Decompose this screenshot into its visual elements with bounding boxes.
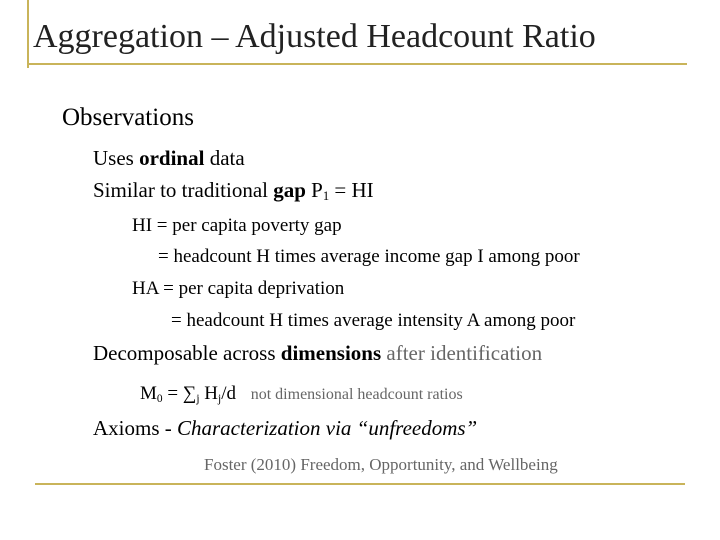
bullet-axioms (93, 416, 477, 441)
formula-j-sub: j (196, 392, 200, 405)
bullet-ordinal-bold: ordinal (139, 146, 205, 170)
title-underline-rule (27, 63, 687, 65)
bullet-gap-pre: Similar to traditional (93, 178, 274, 202)
bullet-gap-post: = HI (329, 178, 374, 202)
formula-note: not dimensional headcount ratios (250, 386, 463, 403)
bullet-decomposable (93, 341, 542, 366)
bullet-gap-bold: gap (273, 178, 306, 202)
formula-m-sub: 0 (156, 392, 163, 405)
formula-m: M (140, 383, 157, 404)
bullet-axioms-pre: Axioms - (93, 416, 177, 440)
formula-h: H (199, 383, 219, 404)
observations-heading: Observations (62, 104, 194, 131)
m0-formula (140, 383, 463, 405)
hi-definition: HI = per capita poverty gap (132, 215, 342, 236)
formula-h-sub: j (218, 392, 222, 405)
bullet-ordinal-data (93, 146, 245, 171)
footer-rule (35, 483, 685, 485)
title-vertical-rule (27, 0, 29, 68)
formula-post: /d (221, 383, 236, 404)
bullet-gap-sub: 1 (322, 189, 330, 204)
slide-title: Aggregation – Adjusted Headcount Ratio (33, 18, 596, 55)
bullet-gap-p: P (305, 178, 323, 202)
bullet-decomp-bold: dimensions (280, 341, 382, 365)
citation: Foster (2010) Freedom, Opportunity, and Wellbeing (204, 455, 558, 474)
bullet-gap-similarity (93, 178, 374, 204)
bullet-axioms-italic: Characterization via “unfreedoms” (177, 416, 478, 440)
bullet-ordinal-pre: Uses (93, 146, 140, 170)
ha-definition-cont: = headcount H times average intensity A among poor (171, 310, 576, 331)
ha-definition: HA = per capita deprivation (132, 278, 345, 299)
bullet-decomp-post: after identification (381, 341, 543, 365)
hi-definition-cont: = headcount H times average income gap I among poor (158, 246, 580, 267)
formula-eq: = ∑ (162, 383, 197, 404)
bullet-decomp-pre: Decomposable across (93, 341, 281, 365)
bullet-ordinal-post: data (204, 146, 245, 170)
